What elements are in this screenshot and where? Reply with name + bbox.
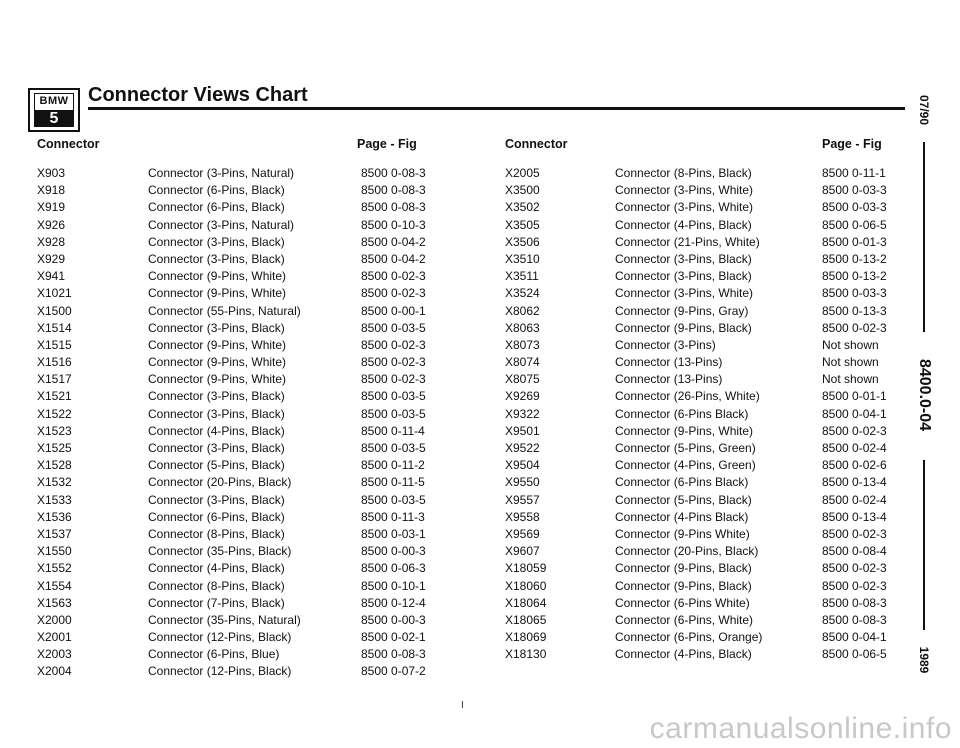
connector-description: Connector (13-Pins) — [615, 372, 723, 387]
page-fig-ref: 8500 0-02-3 — [361, 372, 426, 387]
page-fig-ref: 8500 0-03-5 — [361, 441, 426, 455]
connector-id: X3500 — [505, 183, 540, 198]
left-connector-header: Connector — [37, 137, 100, 151]
page-fig-ref: 8500 0-04-2 — [361, 234, 426, 249]
logo-brand-text: BMW — [34, 93, 74, 111]
page-fig-ref: 8500 0-03-3 — [822, 183, 887, 198]
page-fig-ref: 8500 0-03-3 — [822, 200, 887, 215]
page-fig-ref: 8500 0-03-5 — [361, 320, 426, 335]
connector-description: Connector (26-Pins, White) — [615, 389, 760, 404]
connector-description: Connector (3-Pins, White) — [615, 183, 754, 198]
page-fig-ref: 8500 0-04-1 — [822, 406, 887, 421]
connector-description: Connector (20-Pins, Black) — [148, 475, 292, 490]
page-fig-ref: 8500 0-02-3 — [361, 286, 426, 301]
table-row — [505, 165, 905, 182]
page-fig-ref: 8500 0-03-5 — [361, 389, 426, 404]
connector-description: Connector (3-Pins, Black) — [148, 389, 285, 404]
connector-description: Connector (13-Pins) — [615, 355, 723, 370]
connector-id: X18065 — [505, 612, 547, 627]
page-fig-ref: 8500 0-03-1 — [361, 526, 426, 541]
connector-id: X1521 — [37, 389, 72, 404]
table-row — [37, 199, 457, 216]
table-row — [37, 560, 457, 577]
connector-id: X9269 — [505, 389, 540, 404]
table-row — [505, 543, 905, 560]
connector-description: Connector (6-Pins, Black) — [148, 200, 285, 215]
table-row — [37, 440, 457, 457]
connector-id: X18069 — [505, 630, 547, 645]
connector-id: X18064 — [505, 595, 547, 610]
connector-id: X1514 — [37, 320, 72, 335]
connector-id: X1516 — [37, 355, 72, 370]
connector-id: X3510 — [505, 251, 540, 266]
table-row — [505, 268, 905, 285]
table-row — [37, 629, 457, 646]
connector-id: X1021 — [37, 286, 72, 301]
page-mark: I — [461, 700, 464, 711]
connector-description: Connector (8-Pins, Black) — [148, 526, 285, 541]
connector-id: X18130 — [505, 647, 547, 662]
connector-id: X1532 — [37, 475, 72, 490]
connector-description: Connector (9-Pins, White) — [148, 286, 287, 301]
connector-id: X1515 — [37, 337, 72, 352]
connector-id: X1536 — [37, 509, 72, 524]
connector-description: Connector (3-Pins, Black) — [148, 441, 285, 455]
connector-description: Connector (8-Pins, Black) — [615, 166, 752, 180]
right-connector-header: Connector — [505, 137, 568, 151]
title-underline — [88, 107, 905, 110]
connector-description: Connector (6-Pins Black) — [615, 475, 749, 490]
connector-id: X9607 — [505, 544, 540, 559]
table-row — [37, 612, 457, 629]
connector-id: X1552 — [37, 561, 72, 576]
connector-description: Connector (5-Pins, Green) — [615, 441, 756, 455]
table-row — [37, 251, 457, 268]
table-row — [37, 423, 457, 440]
connector-id: X918 — [37, 183, 66, 198]
connector-description: Connector (8-Pins, Black) — [148, 578, 285, 593]
page-fig-ref: 8500 0-11-3 — [361, 509, 425, 524]
left-page-fig-header: Page - Fig — [357, 137, 417, 151]
page-fig-ref: 8500 0-00-3 — [361, 544, 426, 559]
page-fig-ref: 8500 0-10-3 — [361, 217, 426, 232]
table-row — [505, 285, 905, 302]
connector-description: Connector (6-Pins, Black) — [148, 509, 285, 524]
page-fig-ref: 8500 0-02-3 — [361, 337, 426, 352]
page-fig-ref: 8500 0-13-2 — [822, 251, 887, 266]
page-fig-ref: 8500 0-13-3 — [822, 303, 887, 318]
connector-description: Connector (4-Pins, Black) — [148, 423, 285, 438]
connector-description: Connector (3-Pins, Black) — [615, 251, 752, 266]
connector-description: Connector (6-Pins, Blue) — [148, 647, 280, 662]
table-row — [505, 337, 905, 354]
connector-description: Connector (7-Pins, Black) — [148, 595, 285, 610]
page-fig-ref: 8500 0-00-1 — [361, 303, 426, 318]
side-rule-lower — [923, 460, 925, 630]
page-fig-ref: Not shown — [822, 337, 879, 352]
table-row — [37, 646, 457, 663]
connector-description: Connector (3-Pins, Black) — [148, 320, 285, 335]
table-row — [37, 663, 457, 680]
table-row — [37, 182, 457, 199]
table-row — [37, 371, 457, 388]
connector-description: Connector (9-Pins White) — [615, 526, 750, 541]
page-fig-ref: 8500 0-08-3 — [822, 612, 887, 627]
table-row — [505, 406, 905, 423]
connector-description: Connector (6-Pins White) — [615, 595, 750, 610]
connector-id: X3505 — [505, 217, 540, 232]
table-row — [505, 595, 905, 612]
connector-id: X3502 — [505, 200, 540, 215]
connector-description: Connector (12-Pins, Black) — [148, 630, 292, 645]
connector-description: Connector (9-Pins, White) — [148, 337, 287, 352]
connector-description: Connector (4-Pins, Black) — [148, 561, 285, 576]
connector-id: X1523 — [37, 423, 72, 438]
page-fig-ref: 8500 0-02-4 — [822, 492, 887, 507]
connector-id: X941 — [37, 269, 66, 284]
connector-description: Connector (4-Pins, Green) — [615, 458, 756, 473]
table-row — [37, 474, 457, 491]
table-row — [505, 423, 905, 440]
page-fig-ref: 8500 0-08-3 — [361, 200, 426, 215]
table-row — [505, 509, 905, 526]
table-row — [37, 543, 457, 560]
connector-id: X1563 — [37, 595, 72, 610]
page-fig-ref: 8500 0-08-3 — [361, 166, 426, 180]
page-fig-ref: 8500 0-11-4 — [361, 423, 425, 438]
table-row — [505, 320, 905, 337]
table-row — [37, 320, 457, 337]
table-row — [505, 612, 905, 629]
connector-id: X929 — [37, 251, 66, 266]
connector-id: X9569 — [505, 526, 540, 541]
watermark: carmanualsonline.info — [649, 712, 952, 745]
connector-description: Connector (3-Pins, Black) — [148, 251, 285, 266]
page-fig-ref: 8500 0-08-3 — [361, 183, 426, 198]
connector-description: Connector (9-Pins, White) — [615, 423, 754, 438]
connector-description: Connector (3-Pins, White) — [615, 200, 754, 215]
connector-description: Connector (9-Pins, Black) — [615, 578, 752, 593]
page-fig-ref: 8500 0-03-5 — [361, 406, 426, 421]
table-row — [505, 217, 905, 234]
table-row — [37, 526, 457, 543]
connector-description: Connector (20-Pins, Black) — [615, 544, 759, 559]
connector-id: X1500 — [37, 303, 72, 318]
connector-id: X3524 — [505, 286, 540, 301]
connector-id: X1517 — [37, 372, 72, 387]
table-row — [37, 406, 457, 423]
page-fig-ref: 8500 0-06-5 — [822, 647, 887, 662]
page-fig-ref: 8500 0-02-1 — [361, 630, 426, 645]
right-connector-table — [505, 165, 905, 663]
side-date: 07/90 — [915, 91, 933, 129]
connector-description: Connector (3-Pins, Black) — [148, 406, 285, 421]
table-row — [505, 371, 905, 388]
connector-id: X8063 — [505, 320, 540, 335]
connector-description: Connector (6-Pins Black) — [615, 406, 749, 421]
page-fig-ref: 8500 0-12-4 — [361, 595, 426, 610]
page-fig-ref: 8500 0-02-3 — [822, 320, 887, 335]
connector-id: X3506 — [505, 234, 540, 249]
connector-description: Connector (9-Pins, White) — [148, 355, 287, 370]
table-row — [505, 560, 905, 577]
connector-id: X1525 — [37, 441, 72, 455]
table-row — [37, 268, 457, 285]
page-fig-ref: 8500 0-04-2 — [361, 251, 426, 266]
connector-id: X2000 — [37, 612, 72, 627]
side-index-bar — [904, 70, 944, 690]
table-row — [505, 251, 905, 268]
page-fig-ref: 8500 0-10-1 — [361, 578, 426, 593]
connector-description: Connector (35-Pins, Black) — [148, 544, 292, 559]
connector-id: X903 — [37, 166, 66, 180]
connector-description: Connector (3-Pins, Black) — [148, 234, 285, 249]
page-fig-ref: 8500 0-02-3 — [822, 578, 887, 593]
table-row — [505, 234, 905, 251]
table-row — [505, 182, 905, 199]
connector-description: Connector (35-Pins, Natural) — [148, 612, 301, 627]
connector-id: X2003 — [37, 647, 72, 662]
connector-description: Connector (9-Pins, Black) — [615, 561, 752, 576]
connector-description: Connector (12-Pins, Black) — [148, 664, 292, 679]
connector-id: X1537 — [37, 526, 72, 541]
table-row — [37, 337, 457, 354]
connector-id: X2001 — [37, 630, 72, 645]
logo-series-text: 5 — [34, 110, 74, 127]
connector-description: Connector (5-Pins, Black) — [615, 492, 752, 507]
connector-description: Connector (9-Pins, White) — [148, 372, 287, 387]
connector-id: X1533 — [37, 492, 72, 507]
connector-id: X9501 — [505, 423, 540, 438]
connector-id: X919 — [37, 200, 66, 215]
page-fig-ref: 8500 0-06-5 — [822, 217, 887, 232]
connector-id: X18060 — [505, 578, 547, 593]
connector-id: X9322 — [505, 406, 540, 421]
table-row — [37, 354, 457, 371]
page-fig-ref: 8500 0-04-1 — [822, 630, 887, 645]
table-row — [37, 578, 457, 595]
connector-description: Connector (6-Pins, White) — [615, 612, 754, 627]
connector-description: Connector (9-Pins, Gray) — [615, 303, 749, 318]
connector-description: Connector (3-Pins, Natural) — [148, 217, 295, 232]
table-row — [37, 285, 457, 302]
table-row — [505, 457, 905, 474]
page-fig-ref: 8500 0-02-3 — [361, 269, 426, 284]
bmw-5-logo — [28, 88, 80, 132]
table-row — [505, 629, 905, 646]
connector-description: Connector (3-Pins, Black) — [615, 269, 752, 284]
connector-id: X926 — [37, 217, 66, 232]
table-row — [505, 354, 905, 371]
page-fig-ref: 8500 0-08-4 — [822, 544, 887, 559]
table-row — [37, 234, 457, 251]
connector-description: Connector (9-Pins, Black) — [615, 320, 752, 335]
page-fig-ref: 8500 0-13-4 — [822, 475, 887, 490]
connector-description: Connector (5-Pins, Black) — [148, 458, 285, 473]
connector-id: X1522 — [37, 406, 72, 421]
table-row — [505, 474, 905, 491]
table-row — [37, 388, 457, 405]
table-row — [505, 526, 905, 543]
page-fig-ref: 8500 0-07-2 — [361, 664, 426, 679]
connector-description: Connector (3-Pins, Natural) — [148, 166, 295, 180]
table-row — [37, 457, 457, 474]
table-row — [505, 646, 905, 663]
connector-id: X2005 — [505, 166, 540, 180]
page-fig-ref: 8500 0-03-5 — [361, 492, 426, 507]
connector-description: Connector (55-Pins, Natural) — [148, 303, 301, 318]
table-row — [37, 492, 457, 509]
page-fig-ref: 8500 0-02-3 — [361, 355, 426, 370]
page-fig-ref: Not shown — [822, 372, 879, 387]
page-fig-ref: 8500 0-11-2 — [361, 458, 425, 473]
connector-id: X9550 — [505, 475, 540, 490]
connector-description: Connector (21-Pins, White) — [615, 234, 760, 249]
side-year: 1989 — [915, 643, 933, 678]
connector-id: X928 — [37, 234, 66, 249]
connector-description: Connector (3-Pins, Black) — [148, 492, 285, 507]
connector-description: Connector (3-Pins, White) — [615, 286, 754, 301]
connector-description: Connector (9-Pins, White) — [148, 269, 287, 284]
connector-id: X8073 — [505, 337, 540, 352]
page-fig-ref: 8500 0-01-3 — [822, 234, 887, 249]
right-page-fig-header: Page - Fig — [822, 137, 882, 151]
connector-description: Connector (3-Pins) — [615, 337, 716, 352]
connector-id: X1554 — [37, 578, 72, 593]
connector-id: X9558 — [505, 509, 540, 524]
connector-description: Connector (4-Pins, Black) — [615, 217, 752, 232]
table-row — [505, 492, 905, 509]
connector-id: X8062 — [505, 303, 540, 318]
table-row — [37, 303, 457, 320]
connector-id: X9504 — [505, 458, 540, 473]
connector-id: X1528 — [37, 458, 72, 473]
table-row — [505, 388, 905, 405]
table-row — [505, 578, 905, 595]
page-fig-ref: 8500 0-08-3 — [822, 595, 887, 610]
connector-id: X18059 — [505, 561, 547, 576]
left-connector-table — [37, 165, 457, 681]
connector-description: Connector (4-Pins, Black) — [615, 647, 752, 662]
table-row — [505, 440, 905, 457]
side-rule-upper — [923, 142, 925, 332]
page-fig-ref: 8500 0-01-1 — [822, 389, 887, 404]
page-fig-ref: 8500 0-11-5 — [361, 475, 425, 490]
table-row — [505, 303, 905, 320]
connector-id: X2004 — [37, 664, 72, 679]
page-fig-ref: 8500 0-11-1 — [822, 166, 886, 180]
connector-id: X3511 — [505, 269, 539, 284]
page-fig-ref: 8500 0-03-3 — [822, 286, 887, 301]
page-fig-ref: 8500 0-13-2 — [822, 269, 887, 284]
page-fig-ref: 8500 0-02-3 — [822, 561, 887, 576]
connector-id: X8074 — [505, 355, 540, 370]
connector-id: X1550 — [37, 544, 72, 559]
table-row — [505, 199, 905, 216]
page-fig-ref: 8500 0-02-4 — [822, 441, 887, 455]
connector-id: X9522 — [505, 441, 540, 455]
table-row — [37, 165, 457, 182]
page-title: Connector Views Chart — [88, 84, 308, 106]
page-fig-ref: 8500 0-02-3 — [822, 526, 887, 541]
page-fig-ref: 8500 0-02-3 — [822, 423, 887, 438]
table-row — [37, 217, 457, 234]
page-fig-ref: 8500 0-08-3 — [361, 647, 426, 662]
connector-description: Connector (6-Pins, Black) — [148, 183, 285, 198]
page-fig-ref: 8500 0-00-3 — [361, 612, 426, 627]
connector-id: X8075 — [505, 372, 540, 387]
page-fig-ref: 8500 0-13-4 — [822, 509, 887, 524]
page-fig-ref: 8500 0-06-3 — [361, 561, 426, 576]
connector-description: Connector (4-Pins Black) — [615, 509, 749, 524]
table-row — [37, 595, 457, 612]
side-doc-number: 8400.0-04 — [913, 355, 935, 435]
table-row — [37, 509, 457, 526]
page-fig-ref: Not shown — [822, 355, 879, 370]
page-fig-ref: 8500 0-02-6 — [822, 458, 887, 473]
connector-description: Connector (6-Pins, Orange) — [615, 630, 763, 645]
connector-id: X9557 — [505, 492, 540, 507]
